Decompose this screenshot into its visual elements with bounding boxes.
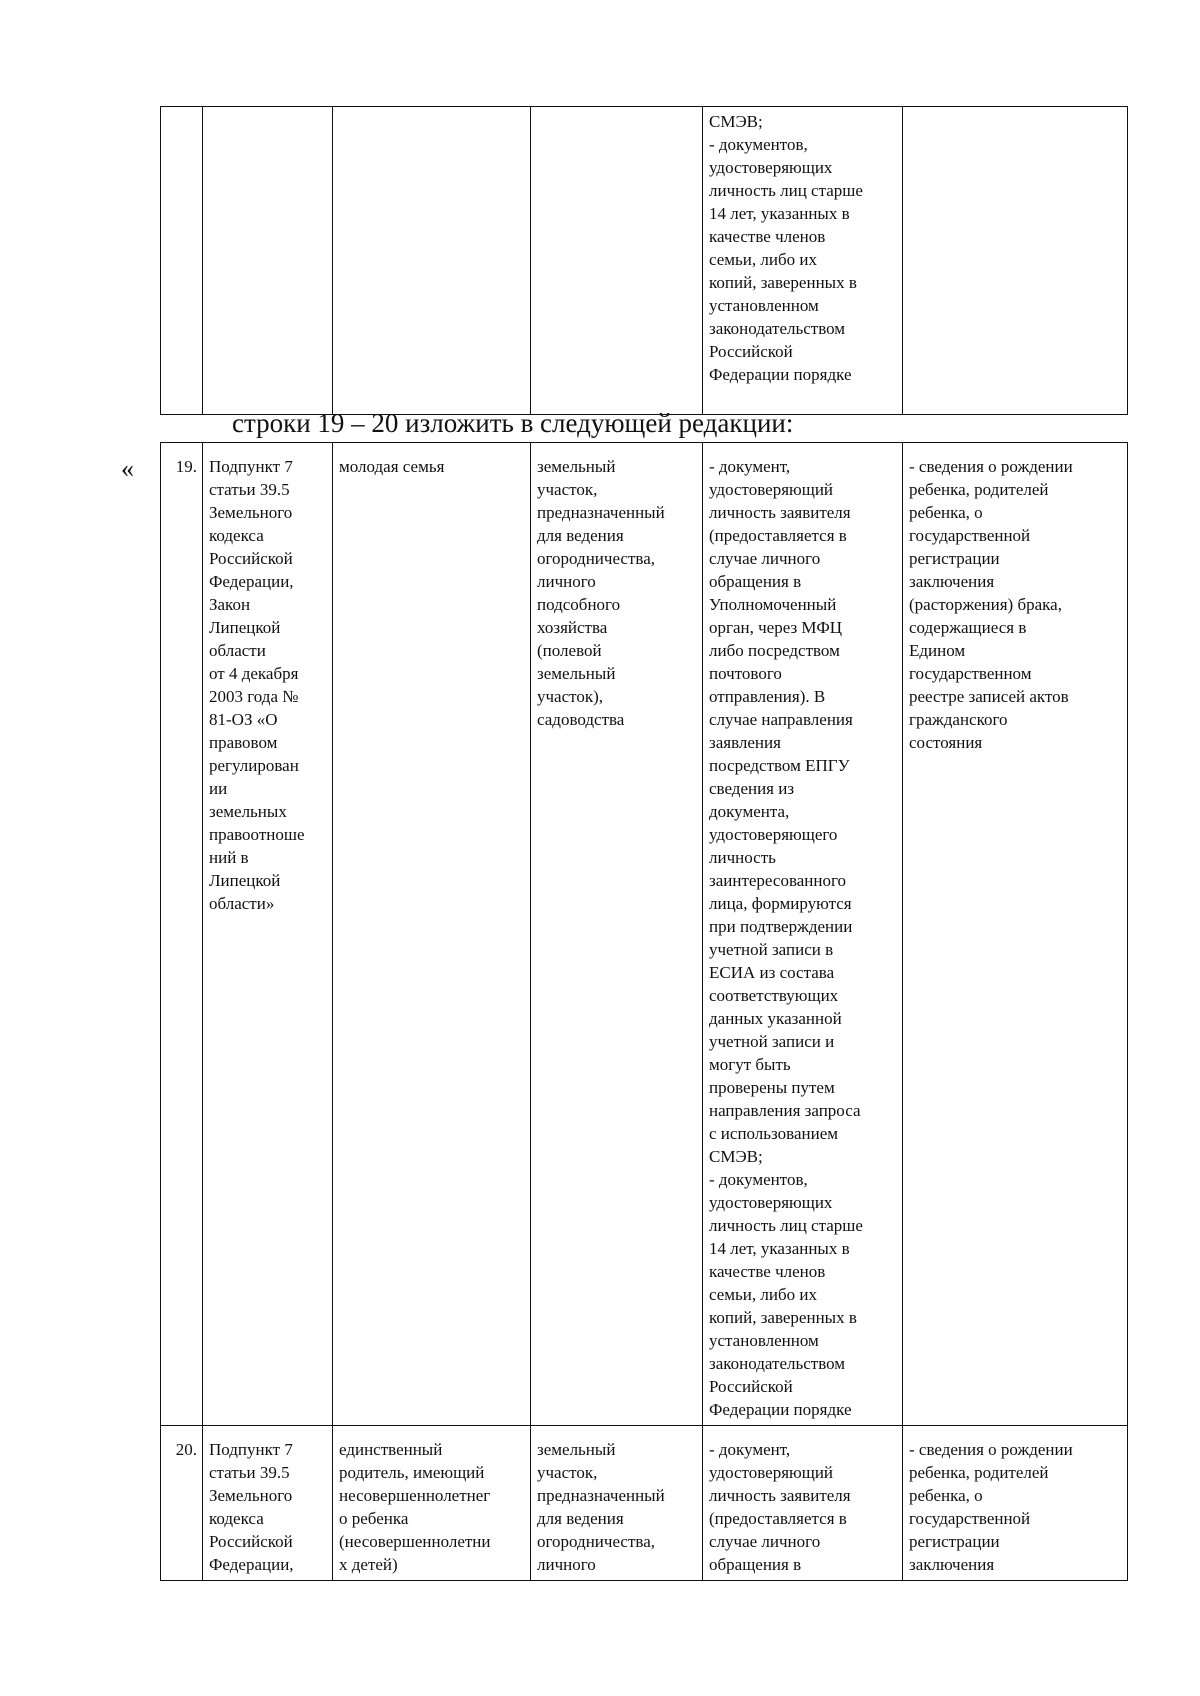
- text-line: (расторжения) брака,: [909, 595, 1062, 614]
- text-line: Подпункт 7: [209, 1440, 293, 1459]
- text-line: Уполномоченный: [709, 595, 837, 614]
- text-line: (предоставляется в: [709, 1509, 847, 1528]
- text-line: законодательством: [709, 319, 846, 338]
- text-line: семьи, либо их: [709, 1285, 817, 1304]
- text-line: семьи, либо их: [709, 250, 817, 269]
- text-line: кодекса: [209, 526, 264, 545]
- text-line: хозяйства: [537, 618, 608, 637]
- text-line: ребенка, о: [909, 503, 983, 522]
- cell-requested: [903, 1426, 1128, 1581]
- text-line: Российской: [709, 342, 793, 361]
- text-line: законодательством: [709, 1354, 846, 1373]
- text-line: содержащиеся в: [909, 618, 1027, 637]
- text-line: обращения в: [709, 1555, 802, 1574]
- cell-plot: [531, 1426, 703, 1581]
- text-line: учетной записи в: [709, 940, 834, 959]
- text-line: правоотноше: [209, 825, 305, 844]
- text-line: земельных: [209, 802, 287, 821]
- text-line: ЕСИА из состава: [709, 963, 835, 982]
- text-line: земельный: [537, 664, 616, 683]
- text-line: государственной: [909, 1509, 1031, 1528]
- cell-applicant: [333, 107, 531, 415]
- text-line: ребенка, родителей: [909, 480, 1049, 499]
- opening-quote: «: [121, 454, 134, 483]
- text-line: государственном: [909, 664, 1032, 683]
- text-line: Липецкой: [209, 618, 281, 637]
- text-line: 14 лет, указанных в: [709, 204, 850, 223]
- text-line: Федерации порядке: [709, 365, 852, 384]
- text-line: огородничества,: [537, 1532, 655, 1551]
- text-line: единственный: [339, 1440, 443, 1459]
- text-line: молодая семья: [339, 457, 445, 476]
- text-line: Федерации,: [209, 1555, 294, 1574]
- table-row: [161, 1426, 1128, 1581]
- cell-documents: [703, 443, 903, 1426]
- text-line: - документ,: [709, 457, 791, 476]
- text-line: участок),: [537, 687, 604, 706]
- text-line: Закон: [209, 595, 251, 614]
- text-line: личного: [537, 572, 596, 591]
- cell-documents: [703, 1426, 903, 1581]
- cell-requested: [903, 107, 1128, 415]
- cell-applicant: [333, 443, 531, 1426]
- cell-applicant: [333, 1426, 531, 1581]
- text-line: удостоверяющего: [709, 825, 838, 844]
- text-line: учетной записи и: [709, 1032, 835, 1051]
- text-line: заинтересованного: [709, 871, 847, 890]
- text-line: Едином: [909, 641, 966, 660]
- text-line: - документов,: [709, 135, 808, 154]
- text-line: личность заявителя: [709, 503, 851, 522]
- text-line: Российской: [209, 1532, 293, 1551]
- text-line: для ведения: [537, 526, 624, 545]
- text-line: обращения в: [709, 572, 802, 591]
- table-rows-19-20: [160, 442, 1128, 1581]
- text-line: (предоставляется в: [709, 526, 847, 545]
- text-line: земельный: [537, 1440, 616, 1459]
- text-line: либо посредством: [709, 641, 840, 660]
- text-line: статьи 39.5: [209, 480, 290, 499]
- text-line: удостоверяющий: [709, 1463, 834, 1482]
- text-line: садоводства: [537, 710, 625, 729]
- table-row: [161, 107, 1128, 415]
- text-line: заявления: [709, 733, 781, 752]
- text-line: личность: [709, 848, 776, 867]
- text-line: данных указанной: [709, 1009, 842, 1028]
- text-line: правовом: [209, 733, 278, 752]
- text-line: - документ,: [709, 1440, 791, 1459]
- cell-number: 19.: [161, 443, 203, 1426]
- text-line: государственной: [909, 526, 1031, 545]
- text-line: подсобного: [537, 595, 621, 614]
- text-line: состояния: [909, 733, 983, 752]
- text-line: личность лиц старше: [709, 181, 863, 200]
- text-line: качестве членов: [709, 1262, 826, 1281]
- text-line: Российской: [709, 1377, 793, 1396]
- text-line: орган, через МФЦ: [709, 618, 843, 637]
- amendment-heading: строки 19 – 20 изложить в следующей редакции:: [232, 408, 794, 438]
- cell-basis: [203, 107, 333, 415]
- text-line: с использованием: [709, 1124, 839, 1143]
- text-line: Липецкой: [209, 871, 281, 890]
- text-line: (полевой: [537, 641, 602, 660]
- text-line: Земельного: [209, 1486, 293, 1505]
- text-line: случае личного: [709, 1532, 821, 1551]
- cell-requested: [903, 443, 1128, 1426]
- text-line: х детей): [339, 1555, 398, 1574]
- cell-basis: [203, 443, 333, 1426]
- cell-number: 20.: [161, 1426, 203, 1581]
- cell-plot: [531, 443, 703, 1426]
- text-line: участок,: [537, 480, 598, 499]
- text-line: Федерации порядке: [709, 1400, 852, 1419]
- text-line: предназначенный: [537, 503, 665, 522]
- text-line: Земельного: [209, 503, 293, 522]
- table-continuation: [160, 106, 1128, 415]
- text-line: удостоверяющих: [709, 1193, 833, 1212]
- text-line: документа,: [709, 802, 790, 821]
- text-line: копий, заверенных в: [709, 1308, 857, 1327]
- text-line: Подпункт 7: [209, 457, 293, 476]
- text-line: регулирован: [209, 756, 299, 775]
- cell-plot: [531, 107, 703, 415]
- text-line: СМЭВ;: [709, 112, 763, 131]
- text-line: области»: [209, 894, 275, 913]
- text-line: кодекса: [209, 1509, 264, 1528]
- text-line: для ведения: [537, 1509, 624, 1528]
- text-line: о ребенка: [339, 1509, 409, 1528]
- text-line: СМЭВ;: [709, 1147, 763, 1166]
- text-line: проверены путем: [709, 1078, 835, 1097]
- text-line: личность лиц старше: [709, 1216, 863, 1235]
- text-line: копий, заверенных в: [709, 273, 857, 292]
- text-line: предназначенный: [537, 1486, 665, 1505]
- table-row: [161, 443, 1128, 1426]
- text-line: родитель, имеющий: [339, 1463, 485, 1482]
- text-line: статьи 39.5: [209, 1463, 290, 1482]
- text-line: при подтверждении: [709, 917, 853, 936]
- text-line: отправления). В: [709, 687, 826, 706]
- text-line: Федерации,: [209, 572, 294, 591]
- text-line: удостоверяющих: [709, 158, 833, 177]
- text-line: ребенка, родителей: [909, 1463, 1049, 1482]
- text-line: случае личного: [709, 549, 821, 568]
- text-line: ребенка, о: [909, 1486, 983, 1505]
- cell-documents: [703, 107, 903, 415]
- text-line: почтового: [709, 664, 782, 683]
- text-line: 14 лет, указанных в: [709, 1239, 850, 1258]
- text-line: соответствующих: [709, 986, 839, 1005]
- text-line: земельный: [537, 457, 616, 476]
- text-line: личность заявителя: [709, 1486, 851, 1505]
- text-line: ний в: [209, 848, 249, 867]
- text-line: могут быть: [709, 1055, 791, 1074]
- text-line: огородничества,: [537, 549, 655, 568]
- text-line: реестре записей актов: [909, 687, 1069, 706]
- text-line: 2003 года №: [209, 687, 299, 706]
- text-line: установленном: [709, 1331, 819, 1350]
- text-line: посредством ЕПГУ: [709, 756, 850, 775]
- text-line: ии: [209, 779, 228, 798]
- text-line: сведения из: [709, 779, 795, 798]
- text-line: 81-ОЗ «О: [209, 710, 278, 729]
- text-line: Российской: [209, 549, 293, 568]
- text-line: направления запроса: [709, 1101, 861, 1120]
- cell-basis: [203, 1426, 333, 1581]
- text-line: несовершеннолетнег: [339, 1486, 491, 1505]
- text-line: случае направления: [709, 710, 853, 729]
- cell-number: [161, 107, 203, 415]
- text-line: - документов,: [709, 1170, 808, 1189]
- text-line: установленном: [709, 296, 819, 315]
- text-line: регистрации: [909, 1532, 1000, 1551]
- text-line: - сведения о рождении: [909, 1440, 1073, 1459]
- text-line: - сведения о рождении: [909, 457, 1073, 476]
- text-line: участок,: [537, 1463, 598, 1482]
- text-line: личного: [537, 1555, 596, 1574]
- text-line: заключения: [909, 572, 995, 591]
- text-line: (несовершеннолетни: [339, 1532, 491, 1551]
- text-line: качестве членов: [709, 227, 826, 246]
- text-line: от 4 декабря: [209, 664, 299, 683]
- text-line: лица, формируются: [709, 894, 852, 913]
- text-line: регистрации: [909, 549, 1000, 568]
- text-line: гражданского: [909, 710, 1008, 729]
- text-line: заключения: [909, 1555, 995, 1574]
- text-line: удостоверяющий: [709, 480, 834, 499]
- text-line: области: [209, 641, 266, 660]
